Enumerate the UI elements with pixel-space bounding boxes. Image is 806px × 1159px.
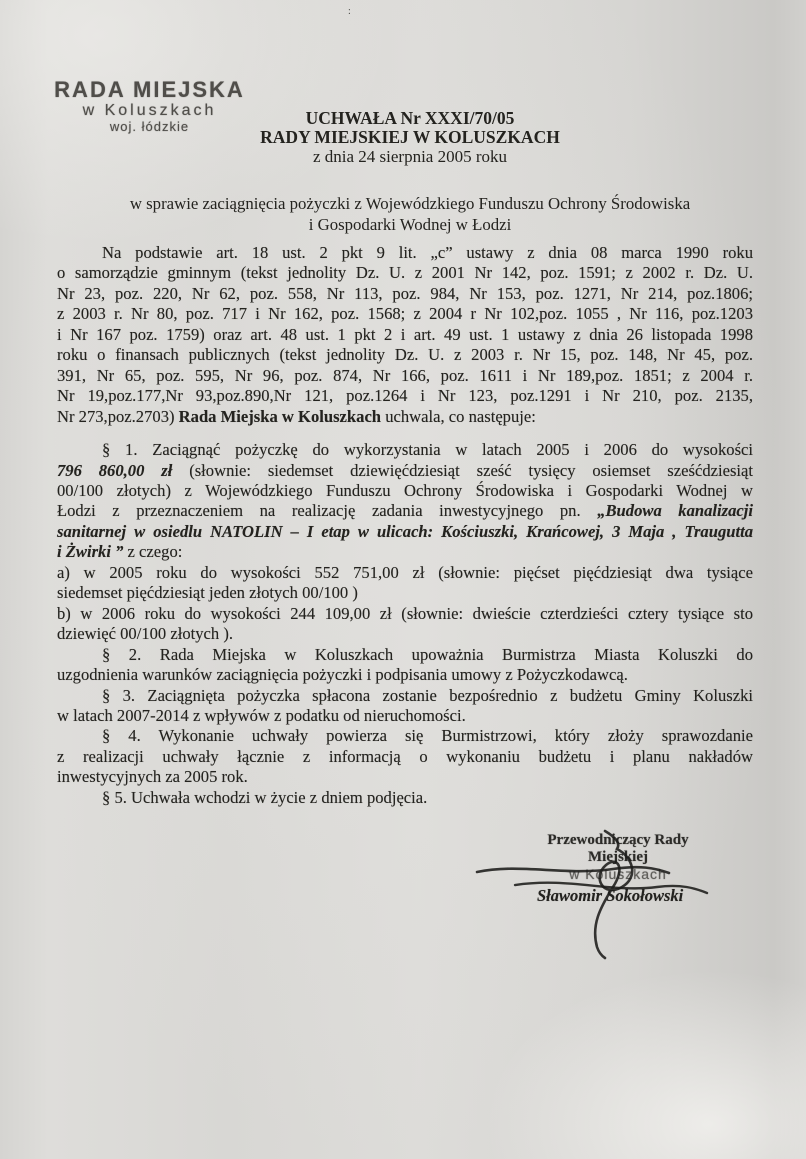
amount-in-words: (słownie: siedemset dziewięćdziesiąt sześć tysięcy osiemset sześćdziesiąt (172, 460, 753, 480)
preamble-paragraph (57, 243, 753, 427)
item-b-line: dziewięć 00/100 złotych ). (57, 624, 234, 644)
section-1-line: 00/100 złotych) z Wojewódzkiego Funduszu Ochrony Środowiska i Gospodarki Wodnej w (57, 480, 753, 500)
section-3-line: w latach 2007-2014 z wpływów z podatku od nieruchomości. (57, 705, 466, 725)
investment-task-name: „Budowa kanalizacji (597, 501, 753, 521)
item-a-line: a) w 2005 roku do wysokości 552 751,00 zł (słownie: pięćset pięćdziesiąt dwa tysiące (57, 562, 753, 582)
issuing-body-name: Rada Miejska w Koluszkach (178, 406, 382, 426)
scan-speck: : (348, 6, 351, 17)
section-1-line: § 1. Zaciągnąć pożyczkę do wykorzystania w latach 2005 i 2006 do wysokości (102, 440, 753, 460)
signer-printed-name: Sławomir Sokołowski (537, 886, 684, 905)
resolution-title (14, 109, 806, 166)
preamble-line: Nr 23, poz. 220, Nr 62, poz. 558, Nr 113, poz. 984, Nr 153, poz. 1271, Nr 214, poz.1806; (57, 283, 753, 303)
stamp-org-city: w Koluszkach (82, 102, 217, 119)
preamble-line: 391, Nr 65, poz. 595, Nr 96, poz. 874, Nr 166, poz. 1611 i Nr 189,poz. 1851; z 2004 r. (57, 365, 753, 385)
section-3-line: § 3. Zaciągnięta pożyczka spłacona zostanie bezpośrednio z budżetu Gminy Koluszki (102, 685, 753, 705)
section-1-line (57, 522, 753, 542)
item-b-line: b) w 2006 roku do wysokości 244 109,00 zł (słownie: dwieście czterdzieści cztery tysiące sto (57, 603, 753, 623)
resolution-subject (14, 193, 806, 235)
resolution-number: UCHWAŁA Nr XXXI/70/05 (305, 108, 515, 128)
preamble-line: i Nr 167 poz. 1759) oraz art. 48 ust. 1 pkt 2 i art. 49 ust. 1 ustawy z dnia 26 listopada 1998 (57, 324, 753, 344)
resolution-issuer: RADY MIEJSKIEJ W KOLUSZKACH (260, 127, 560, 147)
preamble-line: roku o finansach publicznych (tekst jednolity Dz. U. z 2003 r. Nr 15, poz. 148, Nr 45, poz. (57, 345, 753, 365)
section-4-line: z realizacji uchwały łącznie z informacją o wykonaniu budżetu i planu nakładów (57, 746, 753, 766)
section-4-line: inwestycyjnych za 2005 rok. (57, 767, 248, 787)
section-5-line: § 5. Uchwała wchodzi w życie z dniem podjęcia. (102, 787, 428, 807)
investment-task-name: sanitarnej w osiedlu NATOLIN – I etap w ulicach: Kościuszki, Krańcowej, 3 Maja , Traugutta (57, 521, 753, 541)
subject-line: i Gospodarki Wodnej w Łodzi (308, 215, 512, 234)
stamp-org-name: RADA MIEJSKA (54, 77, 245, 102)
section-1-line (57, 501, 753, 521)
section-2-paragraph (57, 645, 753, 686)
section-4-line: § 4. Wykonanie uchwały powierza się Burmistrzowi, który złoży sprawozdanie (102, 726, 753, 746)
section-2-line: § 2. Rada Miejska w Koluszkach upoważnia Burmistrza Miasta Koluszki do (102, 644, 753, 664)
preamble-line: Na podstawie art. 18 ust. 2 pkt 9 lit. „c” ustawy z dnia 08 marca 1990 roku (102, 243, 753, 262)
section-3-paragraph (57, 686, 753, 727)
loan-amount: 796 860,00 zł (57, 460, 173, 480)
section-4-paragraph (57, 726, 753, 787)
subject-line: w sprawie zaciągnięcia pożyczki z Wojewódzkiego Funduszu Ochrony Środowiska (129, 194, 691, 213)
resolution-date: z dnia 24 sierpnia 2005 roku (312, 147, 508, 166)
preamble-tail-pre: Nr 273,poz.2703) (57, 406, 179, 426)
item-a-line: siedemset pięćdziesiąt jeden złotych 00/100 ) (57, 583, 358, 603)
stamp-org-region: woj. łódzkie (109, 119, 190, 134)
investment-task-name: i Żwirki ” (57, 542, 124, 562)
preamble-line (57, 407, 753, 427)
purpose-text: Łodzi z przeznaczeniem na realizację zadania inwestycyjnego pn. (57, 501, 598, 521)
preamble-line: Nr 19,poz.177,Nr 93,poz.890,Nr 121, poz.1264 i Nr 123, poz.1291 i Nr 210, poz. 2135, (57, 386, 753, 406)
preamble-line: o samorządzie gminnym (tekst jednolity Dz. U. z 2001 Nr 142, poz. 1591; z 2002 r. Dz. U. (57, 263, 753, 283)
section-5-paragraph (57, 788, 753, 808)
signer-role-city: w Koluszkach (569, 866, 667, 882)
section-1-tail: z czego: (123, 542, 183, 562)
signer-role-title: Przewodniczący Rady Miejskiej (547, 832, 689, 865)
resolution-body (57, 243, 753, 808)
handwritten-signature (455, 815, 755, 960)
section-1-line (57, 542, 753, 562)
preamble-line: z 2003 r. Nr 80, poz. 717 i Nr 162, poz. 1568; z 2004 r Nr 102,poz. 1055 , Nr 116, poz.1203 (57, 304, 753, 324)
section-1-line (57, 461, 753, 481)
section-1-paragraph (57, 440, 753, 645)
preamble-tail-text: uchwala, co następuje: (381, 406, 536, 426)
section-2-line: uzgodnienia warunków zaciągnięcia pożyczki i podpisania umowy z Pożyczkodawcą. (57, 665, 628, 685)
